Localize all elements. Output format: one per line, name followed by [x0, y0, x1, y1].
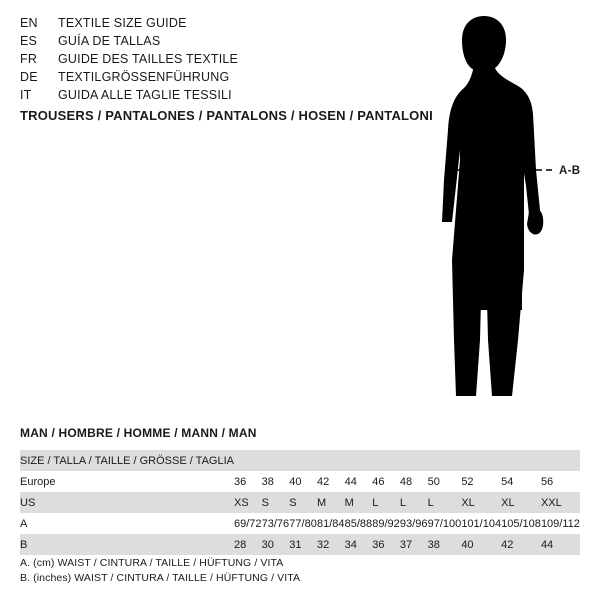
cell: 48 — [400, 471, 428, 492]
language-row-fr — [20, 50, 400, 68]
size-table — [20, 450, 580, 555]
cell: 77/80 — [289, 513, 317, 534]
cell: 56 — [541, 471, 580, 492]
cell: 89/92 — [372, 513, 400, 534]
cell — [262, 450, 290, 471]
row-label: US — [20, 492, 234, 513]
table-row — [20, 492, 580, 513]
cell: L — [372, 492, 400, 513]
cell: 85/88 — [345, 513, 373, 534]
language-code-en: EN — [20, 16, 38, 30]
cell: 38 — [428, 534, 462, 555]
cell: XL — [461, 492, 501, 513]
row-label: B — [20, 534, 234, 555]
cell: M — [345, 492, 373, 513]
language-text-it: GUIDA ALLE TAGLIE TESSILI — [58, 88, 232, 102]
cell: 28 — [234, 534, 262, 555]
cell: L — [428, 492, 462, 513]
cell: XS — [234, 492, 262, 513]
cell — [461, 450, 501, 471]
cell: 54 — [501, 471, 541, 492]
footnote-a: A. (cm) WAIST / CINTURA / TAILLE / HÜFTUNG / VITA — [20, 557, 284, 569]
cell — [428, 450, 462, 471]
cell: 37 — [400, 534, 428, 555]
cell: 50 — [428, 471, 462, 492]
garment-subtitle: TROUSERS / PANTALONES / PANTALONS / HOSEN / PANTALONI — [20, 108, 433, 123]
cell: 36 — [234, 471, 262, 492]
language-row-es — [20, 32, 400, 50]
figure-silhouette — [400, 10, 600, 410]
cell: 52 — [461, 471, 501, 492]
cell: XXL — [541, 492, 580, 513]
footnotes — [20, 556, 300, 586]
cell — [541, 450, 580, 471]
cell: 40 — [289, 471, 317, 492]
cell: S — [289, 492, 317, 513]
language-text-en: TEXTILE SIZE GUIDE — [58, 16, 187, 30]
table-row — [20, 450, 580, 471]
cell: S — [262, 492, 290, 513]
man-silhouette-icon — [400, 10, 600, 410]
cell: 93/96 — [400, 513, 428, 534]
measure-label-ab: A-B — [559, 165, 581, 177]
cell: XL — [501, 492, 541, 513]
cell: 30 — [262, 534, 290, 555]
language-code-de: DE — [20, 70, 38, 84]
cell: 40 — [461, 534, 501, 555]
cell: 97/100 — [428, 513, 462, 534]
row-label: Europe — [20, 471, 234, 492]
cell: 101/104 — [461, 513, 501, 534]
cell: 46 — [372, 471, 400, 492]
language-text-de: TEXTILGRÖSSENFÜHRUNG — [58, 70, 230, 84]
cell — [345, 450, 373, 471]
cell — [501, 450, 541, 471]
language-text-fr: GUIDE DES TAILLES TEXTILE — [58, 52, 239, 66]
language-code-fr: FR — [20, 52, 38, 66]
language-text-es: GUÍA DE TALLAS — [58, 34, 161, 48]
row-label: SIZE / TALLA / TAILLE / GRÖSSE / TAGLIA — [20, 450, 234, 471]
cell — [234, 450, 262, 471]
cell: M — [317, 492, 345, 513]
table-row — [20, 534, 580, 555]
language-code-it: IT — [20, 88, 32, 102]
language-row-en — [20, 14, 400, 32]
cell: 34 — [345, 534, 373, 555]
cell: 38 — [262, 471, 290, 492]
cell — [372, 450, 400, 471]
table-title: MAN / HOMBRE / HOMME / MANN / MAN — [20, 426, 257, 440]
language-list — [20, 14, 400, 104]
cell: 105/108 — [501, 513, 541, 534]
cell — [317, 450, 345, 471]
language-code-es: ES — [20, 34, 38, 48]
cell — [400, 450, 428, 471]
footnote-b: B. (inches) WAIST / CINTURA / TAILLE / HÜFTUNG / VITA — [20, 572, 301, 584]
cell — [289, 450, 317, 471]
cell: 44 — [541, 534, 580, 555]
cell: 81/84 — [317, 513, 345, 534]
cell: 31 — [289, 534, 317, 555]
cell: 73/76 — [262, 513, 290, 534]
cell: 42 — [501, 534, 541, 555]
cell: 44 — [345, 471, 373, 492]
row-label: A — [20, 513, 234, 534]
cell: 42 — [317, 471, 345, 492]
cell: 32 — [317, 534, 345, 555]
table-row — [20, 513, 580, 534]
table-row — [20, 471, 580, 492]
cell: 69/72 — [234, 513, 262, 534]
cell: 109/112 — [541, 513, 580, 534]
language-row-de — [20, 68, 400, 86]
cell: L — [400, 492, 428, 513]
language-row-it — [20, 86, 400, 104]
cell: 36 — [372, 534, 400, 555]
